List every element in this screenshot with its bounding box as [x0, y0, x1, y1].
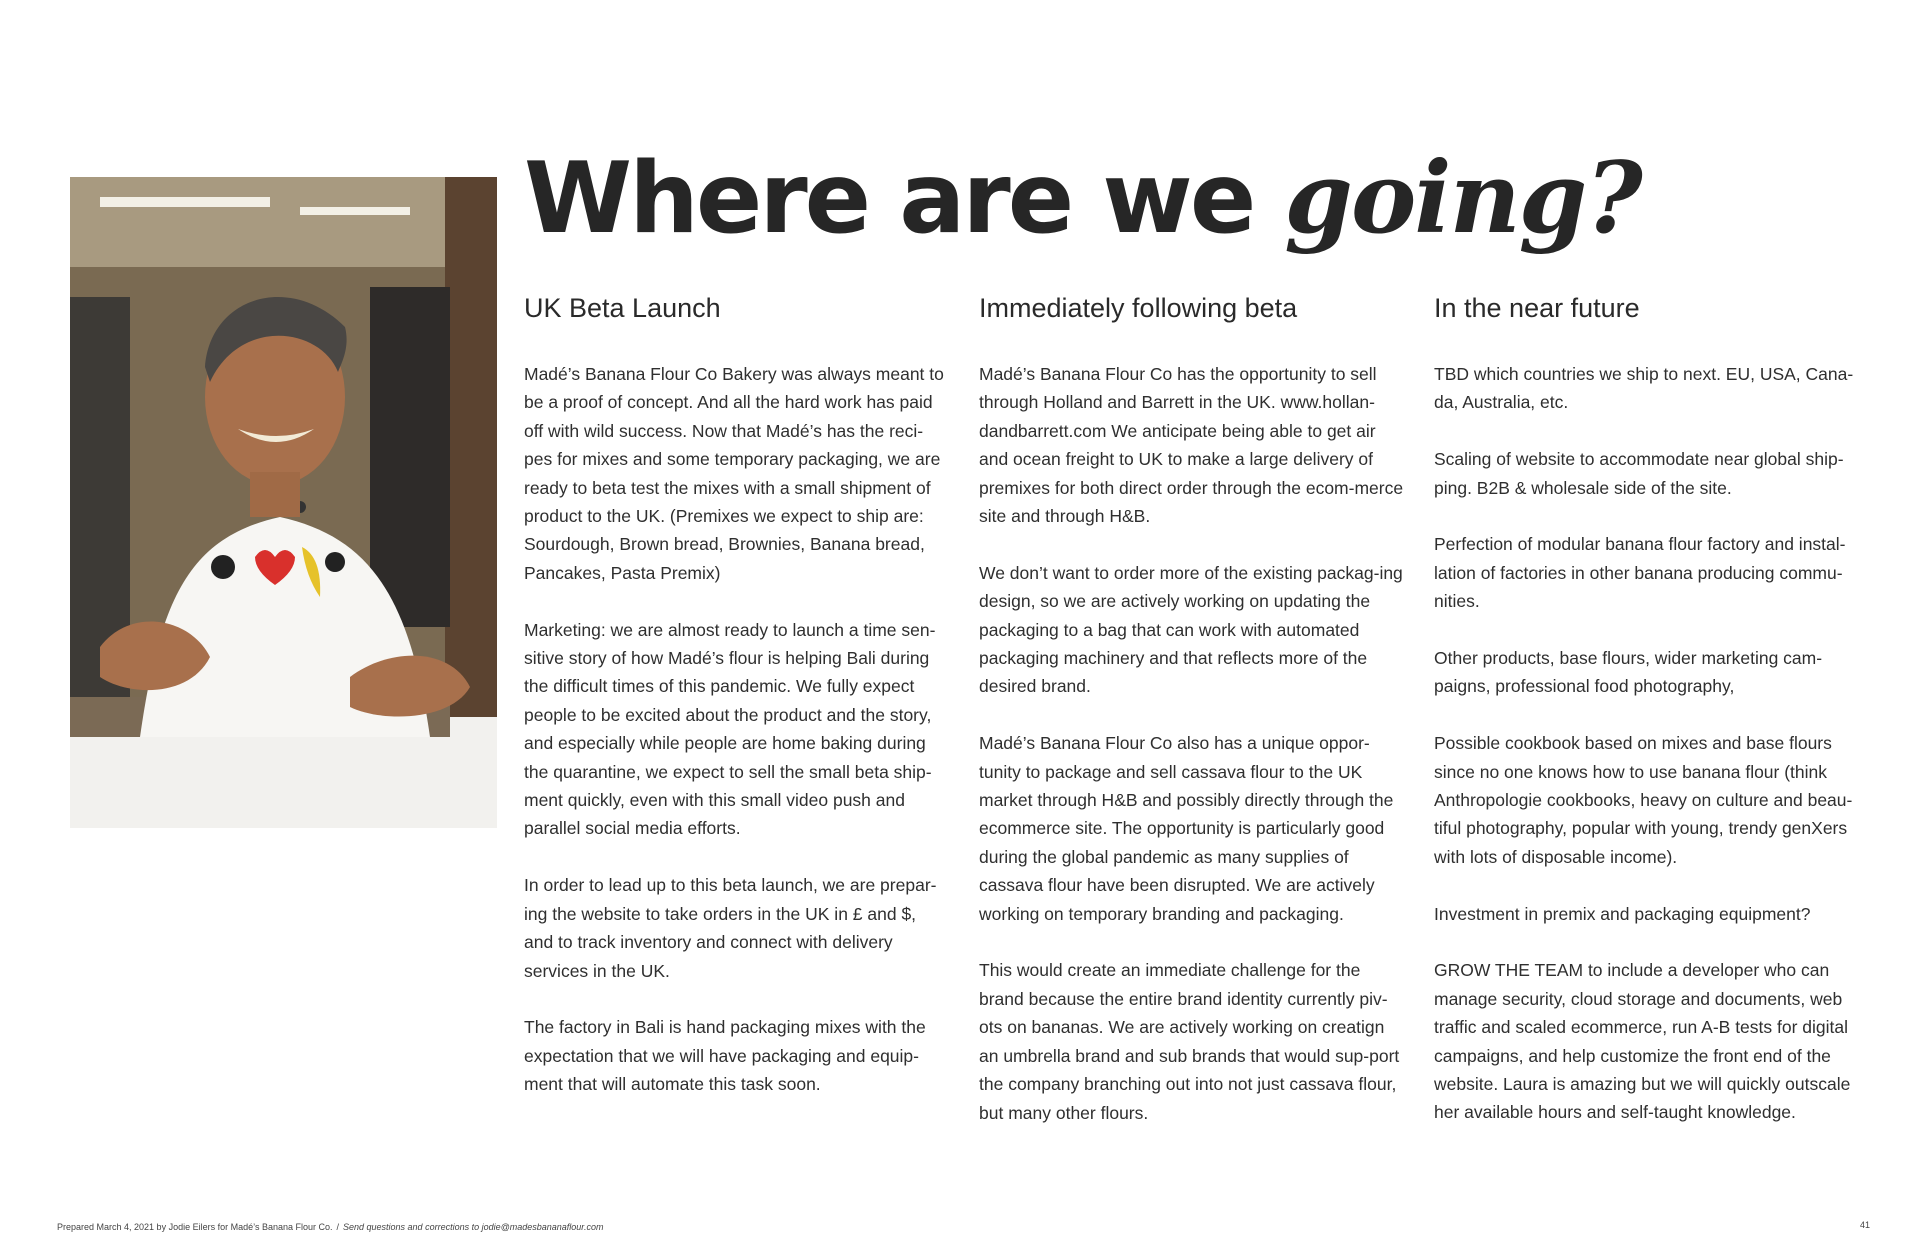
- column-paragraph: Perfection of modular banana flour factory and instal-lation of factories in other banana producing commu-nities.: [1434, 534, 1846, 612]
- column-uk-beta-launch: [524, 290, 949, 1127]
- column-immediately-following-beta: [979, 290, 1404, 1155]
- title-accent: going?: [1284, 141, 1641, 256]
- smiling-man-photo: [70, 177, 497, 828]
- page-title: [524, 141, 1641, 256]
- column-paragraph: Madé’s Banana Flour Co Bakery was always meant to be a proof of concept. And all the hard work has paid off with wild success. Now that Madé’s has the reci-pes for mixes and some temporary packaging, we are ready to beta test the mixes with a small shipment of product to the UK. (Premixes we expect to ship are: Sourdough, Brown bread, Brownies, Banana bread, Pancakes, Pasta Premix): [524, 364, 944, 583]
- column-near-future: [1434, 290, 1859, 1155]
- title-main: Where are we: [524, 142, 1285, 256]
- page-footer: [57, 1222, 603, 1232]
- column-paragraph: Scaling of website to accommodate near global ship-ping. B2B & wholesale side of the site.: [1434, 449, 1844, 498]
- column-paragraph: This would create an immediate challenge for the brand because the entire brand identity currently piv-ots on bananas. We are actively working on creatign an umbrella brand and sub brands that would sup-port the company branching out into not just cassava flour, but many other flours.: [979, 960, 1400, 1123]
- hero-photo: [70, 177, 497, 828]
- column-heading: In the near future: [1434, 293, 1640, 323]
- column-paragraph: GROW THE TEAM to include a developer who can manage security, cloud storage and documents, web traffic and scaled ecommerce, run A-B tests for digital campaigns, and help customize the front end of the website. Laura is amazing but we will quickly outscale her available hours and self-taught knowledge.: [1434, 960, 1851, 1123]
- column-paragraph: Madé’s Banana Flour Co also has a unique oppor-tunity to package and sell cassava flour to the UK market through H&B and possibly directly through the ecommerce site. The opportunity is particularly good during the global pandemic as many supplies of cassava flour have been disrupted. We are actively working on temporary branding and packaging.: [979, 733, 1394, 924]
- column-paragraph: Madé’s Banana Flour Co has the opportunity to sell through Holland and Barrett in the UK. www.hollan-dandbarrett.com We anticipate being able to get air and ocean freight to UK to make a large delivery of premixes for both direct order through the ecom-merce site and through H&B.: [979, 364, 1404, 527]
- footer-prepared: Prepared March 4, 2021 by Jodie Eilers for Madé’s Banana Flour Co.: [57, 1222, 333, 1232]
- column-paragraph: In order to lead up to this beta launch, we are prepar-ing the website to take orders in the UK in £ and $, and to track inventory and connect with delivery services in the UK.: [524, 875, 937, 981]
- column-paragraph: The factory in Bali is hand packaging mixes with the expectation that we will have packaging and equip-ment that will automate this task soon.: [524, 1017, 926, 1095]
- footer-contact: Send questions and corrections to jodie@madesbananaflour.com: [343, 1222, 604, 1232]
- column-paragraph: We don’t want to order more of the existing packag-ing design, so we are actively working on updating the packaging to a bag that can work with automated packaging machinery and that reflects more of the desired brand.: [979, 562, 1403, 697]
- column-paragraph: TBD which countries we ship to next. EU, USA, Cana-da, Australia, etc.: [1434, 364, 1854, 413]
- column-paragraph: Investment in premix and packaging equipment?: [1434, 903, 1811, 924]
- column-paragraph: Other products, base flours, wider marketing cam-paigns, professional food photography,: [1434, 648, 1823, 697]
- page-number: 41: [1860, 1220, 1871, 1230]
- column-paragraph: Possible cookbook based on mixes and base flours since no one knows how to use banana flour (think Anthropologie cookbooks, heavy on culture and beau-tiful photography, popular with young, trendy genXers with lots of disposable income).: [1434, 733, 1853, 867]
- footer-separator: /: [336, 1222, 339, 1232]
- column-heading: UK Beta Launch: [524, 293, 721, 323]
- column-heading: Immediately following beta: [979, 293, 1298, 323]
- column-paragraph: Marketing: we are almost ready to launch a time sen-sitive story of how Madé’s flour is helping Bali during the difficult times of this pandemic. We fully expect people to be excited about the product and the story, and especially while people are home baking during the quarantine, we expect to sell the small beta ship-ment quickly, even with this small video push and parallel social media efforts.: [524, 619, 936, 839]
